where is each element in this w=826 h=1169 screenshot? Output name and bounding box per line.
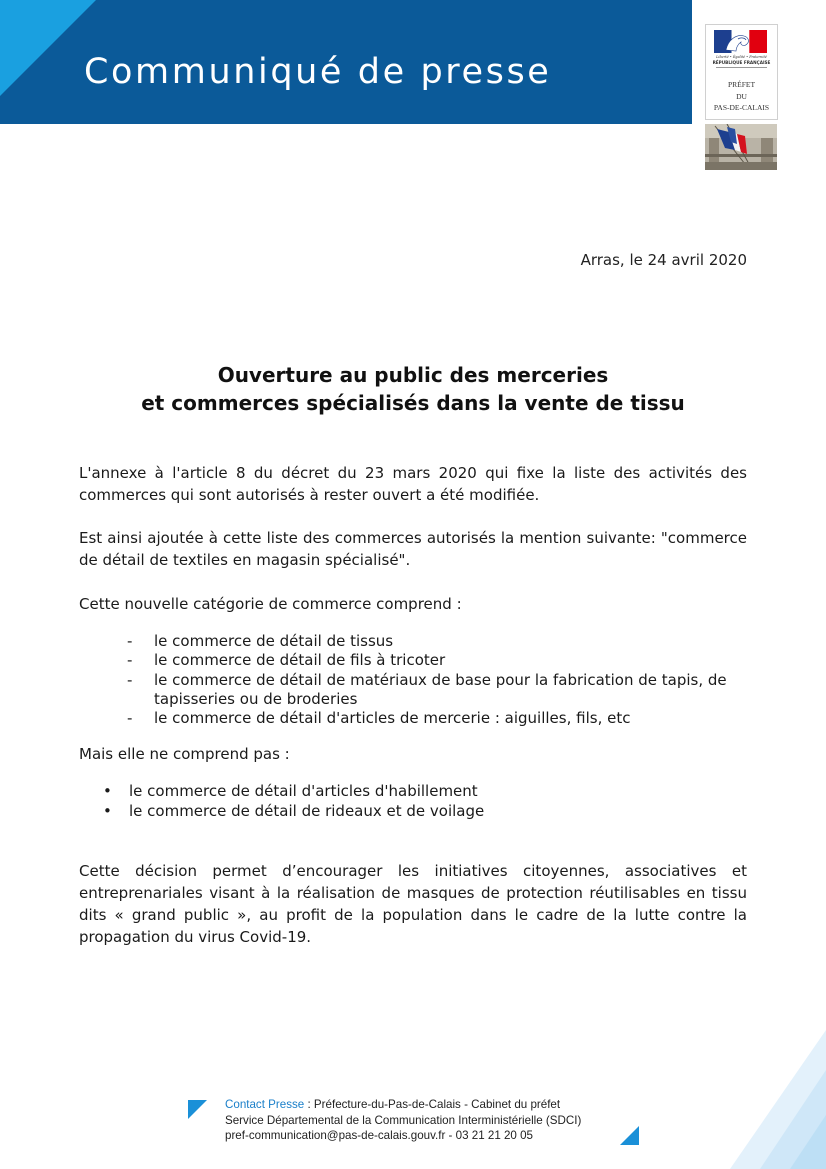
list-item-text: le commerce de détail de fils à tricoter — [154, 651, 446, 670]
list-item — [127, 709, 757, 728]
header-title: Communiqué de presse — [84, 52, 552, 92]
list-item — [103, 802, 743, 822]
paragraph-categorie-intro: Cette nouvelle catégorie de commerce comprend : — [79, 595, 462, 613]
press-contact-line — [225, 1097, 581, 1113]
marianne-flag-icon — [714, 30, 767, 53]
document-date: Arras, le 24 avril 2020 — [580, 251, 747, 269]
dash-marker: - — [127, 670, 133, 689]
dash-marker: - — [127, 651, 133, 670]
logo-prefet-line: DU — [736, 91, 747, 101]
dash-marker: - — [127, 709, 133, 728]
list-item-text: le commerce de détail de matériaux de base pour la fabrication de tapis, de tapisseries ou de broderies — [154, 670, 727, 708]
list-item — [127, 651, 757, 670]
list-item-text: le commerce de détail de rideaux et de voilage — [129, 801, 485, 820]
logo-prefet-line: PAS-DE-CALAIS — [713, 103, 770, 112]
list-item-text: le commerce de détail de tissus — [154, 632, 394, 650]
title-line: et commerces spécialisés dans la vente de tissu — [141, 391, 685, 415]
flags-building-photo — [705, 124, 777, 170]
press-contact — [225, 1097, 581, 1144]
list-item — [103, 782, 743, 802]
list-item — [127, 671, 757, 710]
excluded-activities-list — [103, 782, 743, 821]
footer-triangle-icon — [620, 1126, 639, 1145]
list-item-text: le commerce de détail d'articles de mercerie : aiguilles, fils, etc — [154, 709, 631, 728]
dash-marker: - — [127, 632, 133, 650]
paragraph-exclusions-intro: Mais elle ne comprend pas : — [79, 745, 290, 763]
footer-decoration — [730, 1030, 826, 1169]
press-contact-service: Service Départemental de la Communication Interministérielle (SDCI) — [225, 1113, 582, 1127]
logo-republique: RÉPUBLIQUE FRANÇAISE — [712, 60, 771, 65]
document-title — [79, 361, 747, 417]
footer-triangle-icon — [188, 1100, 207, 1119]
paragraph-decision: Cette décision permet d’encourager les initiatives citoyennes, associatives et entreprenariales visant à la réalisation de masques de protection réutilisables en tissu dits « grand public », au profit de la population dans le cadre de la lutte contre la propagation du virus Covid-19. — [79, 862, 747, 946]
list-item — [127, 632, 757, 651]
bullet-marker: • — [103, 801, 112, 820]
title-line: Ouverture au public des merceries — [217, 363, 609, 387]
logo-prefet-line: PRÉFET — [727, 80, 756, 89]
press-contact-email[interactable]: pref-communication@pas-de-calais.gouv.fr - 03 21 21 20 05 — [225, 1129, 533, 1142]
prefecture-logo — [705, 24, 778, 120]
press-contact-label: Contact Presse — [225, 1098, 305, 1111]
logo-motto: Liberté • Égalité • Fraternité — [716, 55, 767, 59]
logo-prefet-block — [706, 79, 777, 114]
logo-divider — [716, 67, 767, 68]
press-contact-office: : Préfecture-du-Pas-de-Calais - Cabinet du préfet — [304, 1098, 561, 1111]
list-item-text: le commerce de détail d'articles d'habillement — [129, 782, 478, 800]
included-activities-list — [127, 632, 757, 728]
bullet-marker: • — [103, 782, 112, 800]
paragraph-annexe: L'annexe à l'article 8 du décret du 23 mars 2020 qui fixe la liste des activités des commerces qui sont autorisés à rester ouvert a été modifiée. — [79, 464, 747, 504]
header-banner — [0, 0, 692, 124]
header-accent-triangle — [0, 0, 96, 96]
paragraph-ajout: Est ainsi ajoutée à cette liste des commerces autorisés la mention suivante: "commerce de détail de textiles en magasin spécialisé". — [79, 529, 747, 569]
